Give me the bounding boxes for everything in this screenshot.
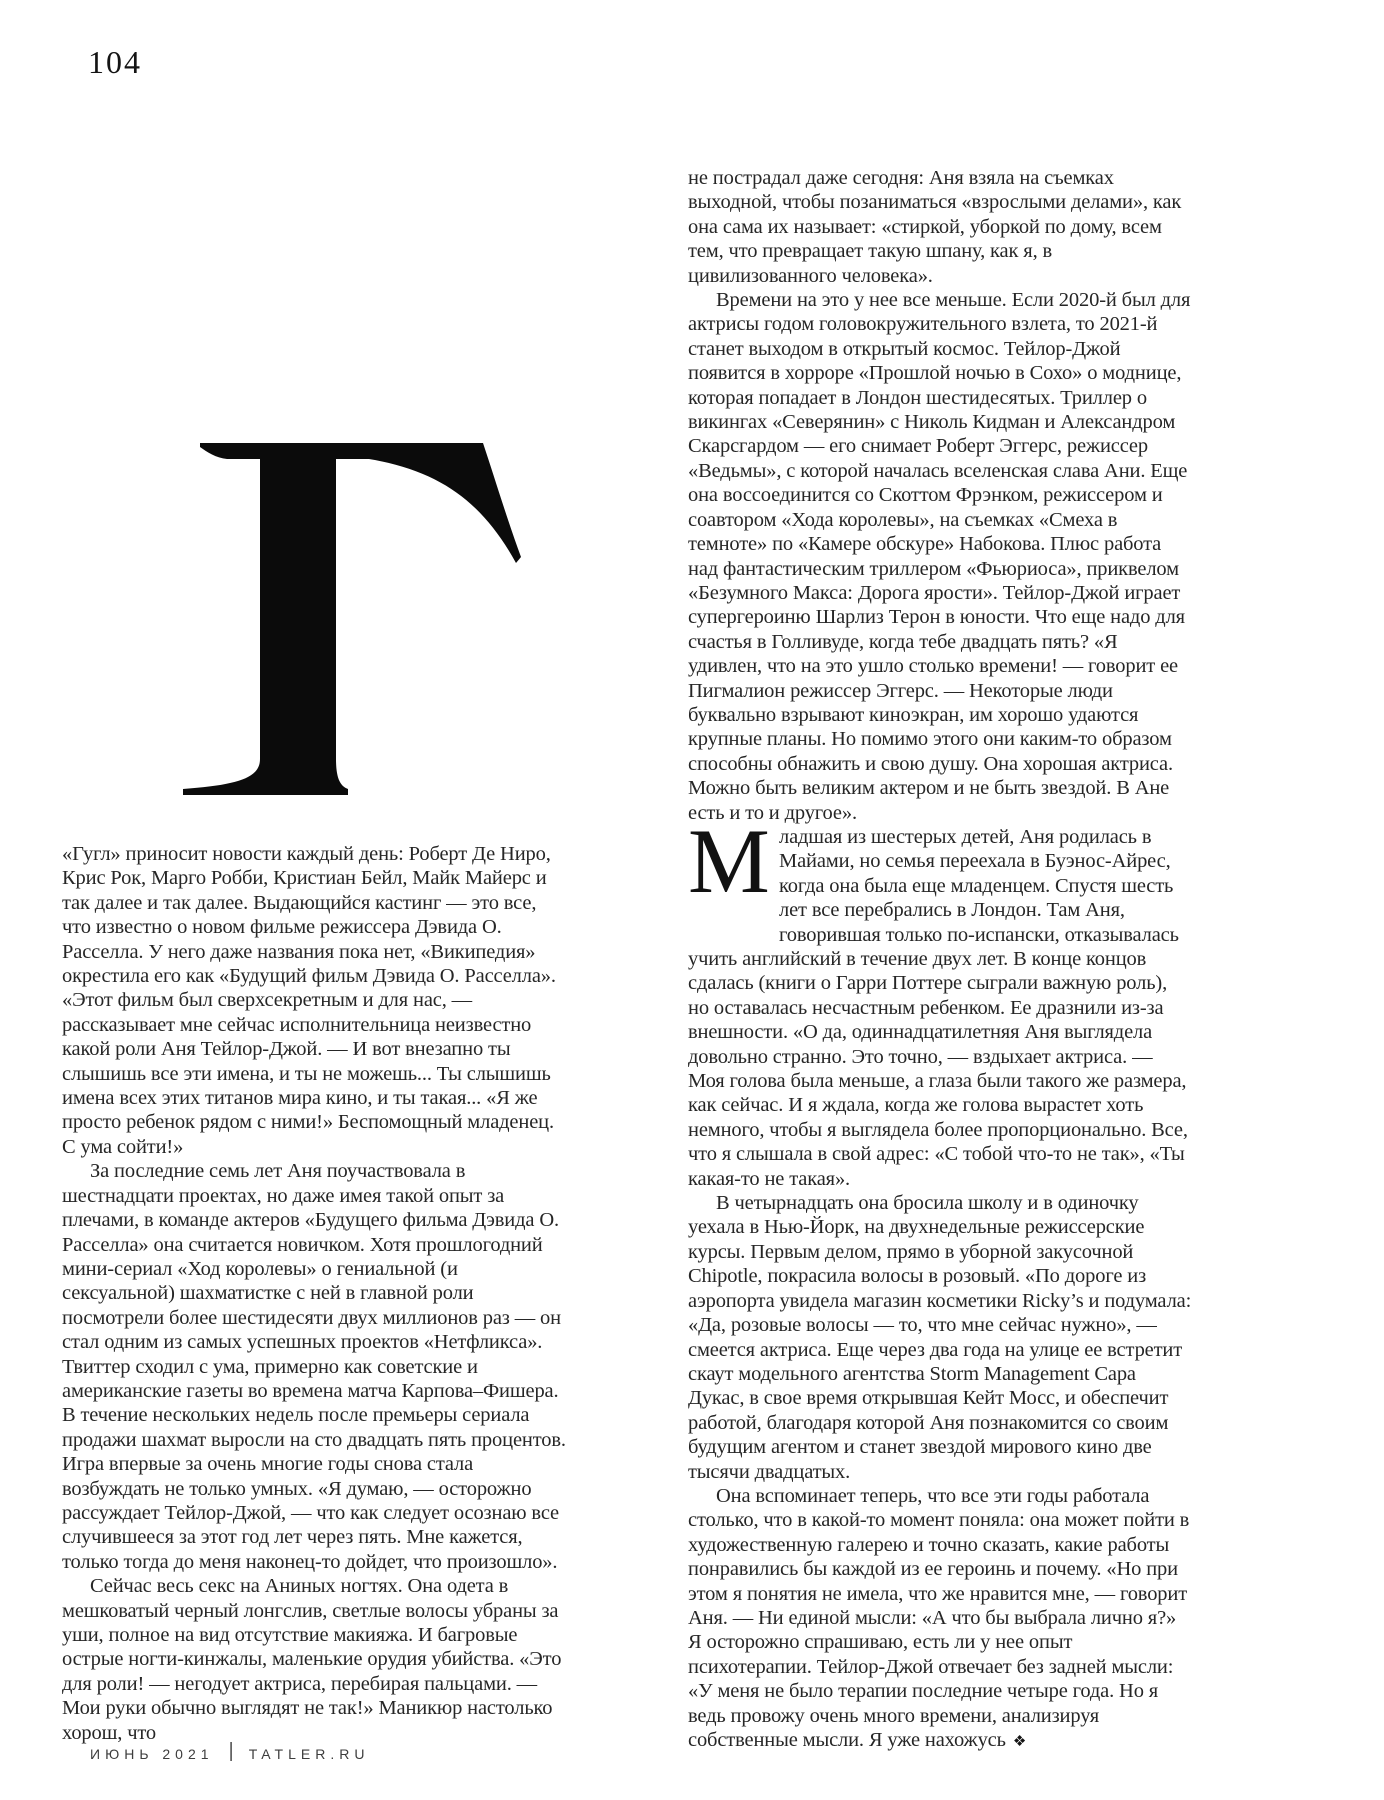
drop-cap-m-box: [688, 809, 779, 923]
paragraph: Времени на это у нее все меньше. Если 2020-й был для актрисы годом головокружительного взлета, то 2021-й станет выходом в открытый космос. Тейлор-Джой появится в хорроре «Прошлой ночью в Сохо» о моднице, которая попадает в Лондон шестидесятых. Триллер о викингах «Северянин» с Николь Кидман и Александром Скарсгардом — его снимает Роберт Эггерс, режиссер «Ведьмы», с которой началась вселенская слава Ани. Еще она воссоединится со Скоттом Фрэнком, режиссером и соавтором «Хода королевы», на съемках «Смеха в темноте» по «Камере обскуре» Набокова. Плюс работа над фантастическим триллером «Фьюриоса», приквелом «Безумного Макса: Дорога ярости». Тейлор-Джой играет супергероиню Шарлиз Терон в юности. Что еще надо для счастья в Голливуде, когда тебе двадцать пять? «Я удивлен, что на это ушло столько времени! — говорит ее Пигмалион режиссер Эггерс. — Некоторые люди буквально взрывают киноэкран, им хорошо удаются крупные планы. Но помимо этого они каким-то образом способны обнажить и свою душу. Она хорошая актриса. Можно быть великим актером и не быть звездой. В Ане есть и то и другое».: [688, 289, 1191, 824]
paragraph: [688, 1484, 1192, 1754]
drop-cap-letter-g: [183, 443, 523, 795]
paragraph: «Гугл» приносит новости каждый день: Роберт Де Ниро, Крис Рок, Марго Робби, Кристиан Бейл, Майк Майерс и так далее и так далее. Выдающийся кастинг — это все, что известно о новом фильме режиссера Дэвида О. Расселла. У него даже названия пока нет, «Википедия» окрестила его как «Будущий фильм Дэвида О. Расселла». «Этот фильм был сверхсекретным и для нас, — рассказывает мне сейчас исполнительница неизвестно какой роли Аня Тейлор-Джой. — И вот внезапно ты слышишь все эти имена, и ты не можешь... Ты слышишь имена всех этих титанов мира кино, и ты такая... «Я же просто ребенок рядом с ними!» Беспомощный младенец. С ума сойти!»: [62, 843, 556, 1158]
paragraph: не пострадал даже сегодня: Аня взяла на съемках выходной, чтобы позаниматься «взрослыми делами», как она сама их называет: «стиркой, уборкой по дому, всем тем, что превращает такую шпану, как я, в цивилизованного человека».: [688, 167, 1182, 287]
footer-site-url: TATLER.RU: [248, 1745, 370, 1762]
paragraph: Сейчас весь секс на Аниных ногтях. Она одета в мешковатый черный лонгслив, светлые волосы убраны за уши, полное на вид отсутствие макияжа. И багровые острые ногти-кинжалы, маленькие орудия убийства. «Это для роли! — негодует актриса, перебирая пальцами. — Мои руки обычно выглядят не так!» Маникюр настолько хорош, что: [62, 1575, 562, 1744]
paragraph: За последние семь лет Аня поучаствовала в шестнадцати проектах, но даже имея такой опыт за плечами, в команде актеров «Будущего фильма Дэвида О. Расселла» она считается новичком. Хотя прошлогодний мини-сериал «Ход королевы» о гениальной (и сексуальной) шахматистке с ней в главной роли посмотрели более шестидесяти двух миллионов раз — он стал одним из самых успешных проектов «Нетфликса». Твиттер сходил с ума, примерно как советские и американские газеты во времена матча Карпова–Фишера. В течение нескольких недель после премьеры сериала продажи шахмат выросли на сто двадцать пять процентов. Игра впервые за очень многие годы снова стала возбуждать не только умных. «Я думаю, — осторожно рассуждает Тейлор-Джой, — что как следует осознаю все случившееся за этот год лет через пять. Мне кажется, только тогда до меня наконец-то дойдет, что произошло».: [62, 1160, 566, 1573]
end-of-article-mark: ❖: [1012, 1734, 1028, 1750]
left-column: [62, 842, 566, 1745]
paragraph-text: Она вспоминает теперь, что все эти годы работала столько, что в какой-то момент поняла: она может пойти в художественную галерею и точно сказать, какие работы понравились бы каждой из ее героинь и почему. «Но при этом я понятия не имела, что же нравится мне, — говорит Аня. — Ни единой мысли: «А что бы выбрала лично я?» Я осторожно спрашиваю, есть ли у нее опыт психотерапии. Тейлор-Джой отвечает без задней мысли: «У меня не было терапии последние четыре года. Но я ведь провожу очень много времени, анализируя собственные мысли. Я уже нахожусь: [688, 1484, 1190, 1751]
page-number: 104: [88, 44, 142, 80]
page-footer: [90, 1742, 369, 1765]
drop-cap-letter-m: М: [688, 809, 770, 912]
paragraph-with-drop-cap: [688, 809, 1192, 1191]
footer-divider: |: [228, 1740, 234, 1762]
footer-issue-date: ИЮНЬ 2021: [90, 1745, 214, 1762]
right-column: [688, 166, 1192, 1754]
paragraph-text: ладшая из шестерых детей, Аня родилась в Майами, но семья переехала в Буэнос-Айрес, когда она была еще младенцем. Спустя шесть лет все перебрались в Лондон. Там Аня, говорившая только по-испански, отказывалась учить английский в течение двух лет. В конце концов сдалась (книги о Гарри Поттере сыграли важную роль), но оставалась несчастным ребенком. Ее дразнили из-за внешности. «О да, одиннадцатилетняя Аня выглядела довольно странно. Это точно, — вздыхает актриса. — Моя голова была меньше, а глаза были такого же размера, как сейчас. И я ждала, когда же голова вырастет хоть немного, чтобы я выглядела более пропорционально. Все, что я слышала в свой адрес: «С тобой что-то не так», «Ты какая-то не такая».: [688, 825, 1188, 1190]
paragraph: В четырнадцать она бросила школу и в одиночку уехала в Нью-Йорк, на двухнедельные режиссерские курсы. Первым делом, прямо в уборной закусочной Chipotle, покрасила волосы в розовый. «По дороге из аэропорта увидела магазин косметики Ricky’s и подумала: «Да, розовые волосы — то, что мне сейчас нужно», — смеется актриса. Еще через два года на улице ее встретит скаут модельного агентства Storm Management Сара Дукас, в свое время открывшая Кейт Мосс, и обеспечит работой, благодаря которой Аня познакомится со своим будущим агентом и станет звездой мирового кино две тысячи двадцатых.: [688, 1192, 1192, 1483]
